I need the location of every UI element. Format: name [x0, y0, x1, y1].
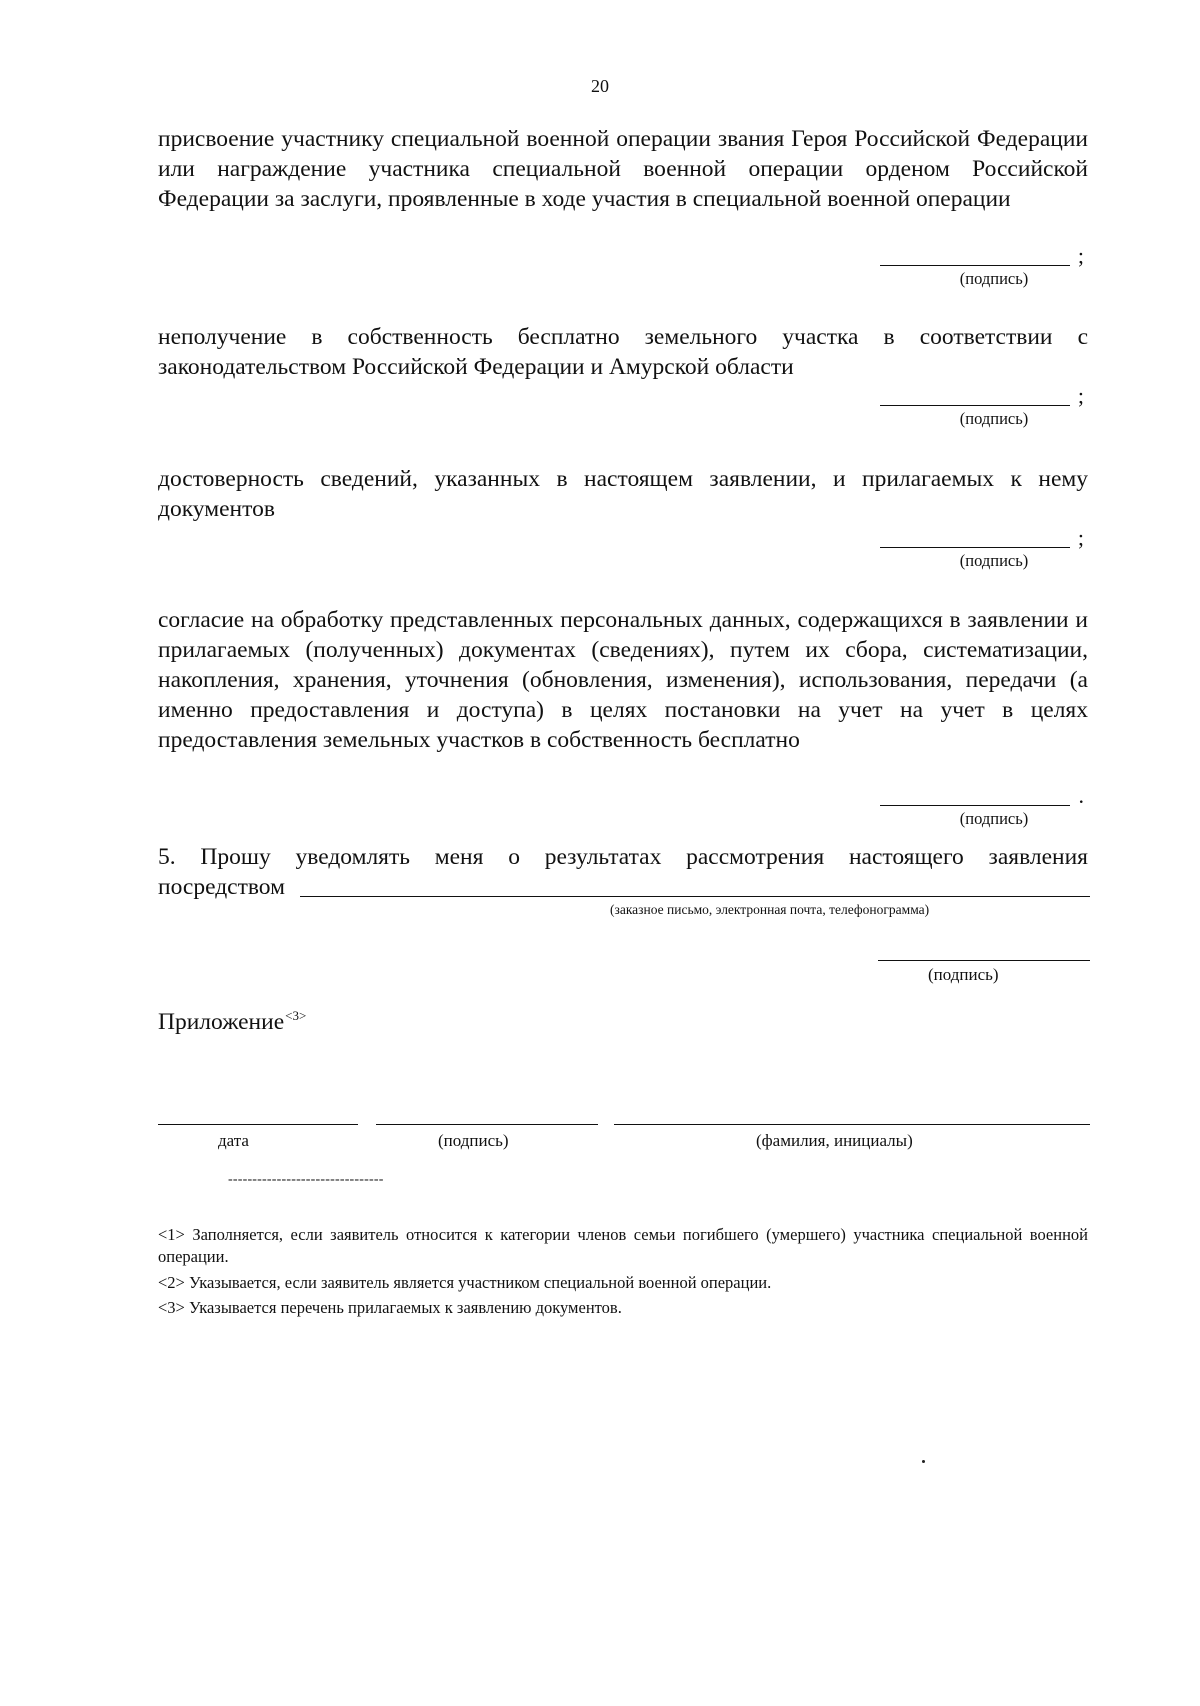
paragraph-hero-award: присвоение участнику специальной военной операции звания Героя Российской Федерации или награждение участника специальной военной операции орденом Российской Федерации за заслуги, проявленные в ходе участия в специальной военной операции: [158, 126, 1088, 212]
date-caption: дата: [218, 1131, 249, 1150]
signature-caption-5: (подпись): [928, 965, 999, 984]
signature-line: [880, 805, 1070, 806]
annex-footnote-ref: <3>: [285, 1008, 307, 1023]
signature-field-5[interactable]: [878, 960, 1090, 961]
footnote-2: <2> Указывается, если заявитель является участником специальной военной операции.: [158, 1273, 772, 1292]
footnote-3: <3> Указывается перечень прилагаемых к заявлению документов.: [158, 1298, 622, 1317]
item5-prefix: посредством: [158, 874, 285, 900]
signature-field-2[interactable]: [880, 383, 1084, 429]
item5-request: 5. Прошу уведомлять меня о результатах рассмотрения настоящего заявления: [158, 844, 1088, 870]
footnote-separator: --------------------------------: [228, 1172, 384, 1187]
annex-heading: [158, 1008, 306, 1036]
full-name-field[interactable]: [614, 1124, 1090, 1125]
name-caption: (фамилия, инициалы): [756, 1131, 913, 1150]
notification-method-field[interactable]: [300, 896, 1090, 897]
period-mark: .: [1078, 783, 1084, 808]
scan-speck: [922, 1460, 925, 1463]
signature-caption: (подпись): [959, 551, 1029, 570]
semicolon-mark: ;: [1077, 383, 1084, 408]
signature-field-1[interactable]: [880, 243, 1084, 289]
signature-line: [880, 405, 1070, 406]
paragraph-personal-data-consent: согласие на обработку представленных персональных данных, содержащихся в заявлении и прилагаемых (полученных) документах (сведениях), путем их сбора, систематизации, накопления, хранения, уточнения (обновления, изменения), использования, передачи (а именно предоставления и доступа) в целях постановки на учет на учет в целях предоставления земельных участков в собственность бесплатно: [158, 607, 1088, 753]
signature-field-3[interactable]: [880, 525, 1084, 571]
date-field[interactable]: [158, 1124, 358, 1125]
signature-field-final[interactable]: [376, 1124, 598, 1125]
semicolon-mark: ;: [1077, 243, 1084, 268]
page-number: 20: [591, 76, 609, 96]
semicolon-mark: ;: [1077, 525, 1084, 550]
signature-caption: (подпись): [959, 409, 1029, 428]
signature-caption: (подпись): [959, 269, 1029, 288]
annex-label: Приложение: [158, 1009, 285, 1035]
paragraph-accuracy: достоверность сведений, указанных в настоящем заявлении, и прилагаемых к нему документов: [158, 466, 1088, 522]
signature-field-4[interactable]: [880, 783, 1084, 829]
paragraph-no-land: неполучение в собственность бесплатно земельного участка в соответствии с законодательством Российской Федерации и Амурской области: [158, 324, 1088, 380]
signature-line: [880, 265, 1070, 266]
signature-line: [880, 547, 1070, 548]
footnote-1: <1> Заполняется, если заявитель относится к категории членов семьи погибшего (умершего) участника специальной военной операции.: [158, 1225, 1088, 1266]
signature-caption-final: (подпись): [438, 1131, 509, 1150]
notification-method-hint: (заказное письмо, электронная почта, телефонограмма): [610, 902, 930, 917]
signature-caption: (подпись): [959, 809, 1029, 828]
